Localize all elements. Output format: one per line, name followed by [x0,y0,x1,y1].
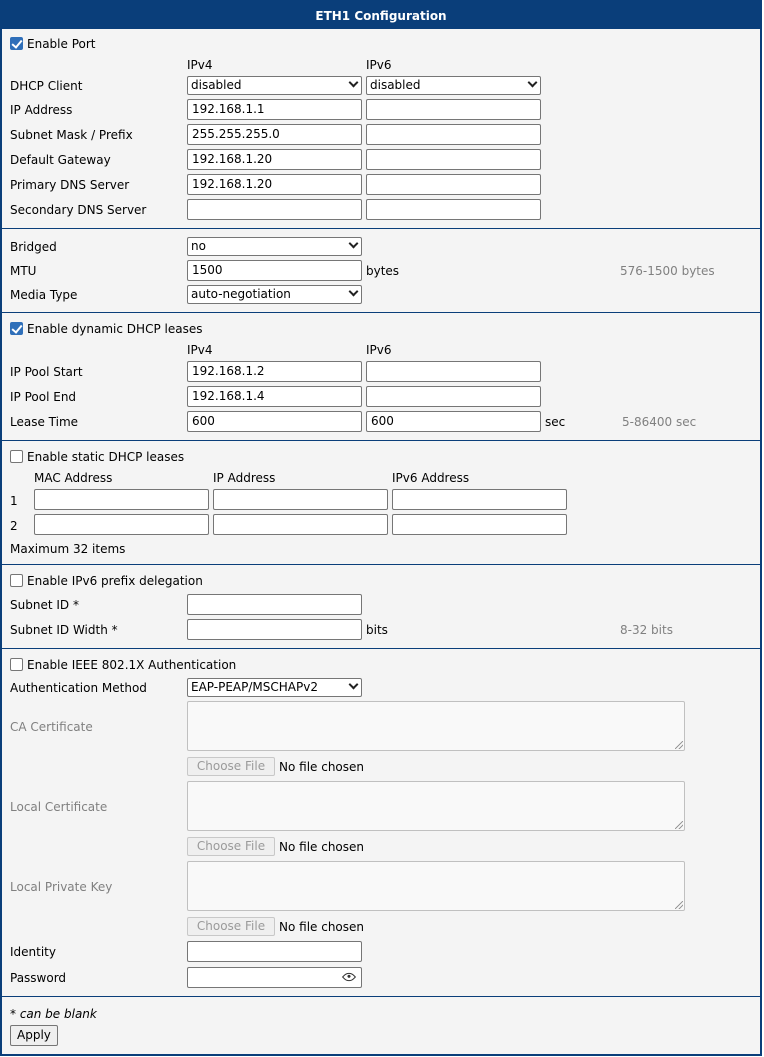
divider [2,996,760,997]
ca-certificate-label: CA Certificate [10,720,93,734]
password-label: Password [10,971,67,985]
resize-grip-icon[interactable] [675,821,683,829]
static-row-ipv6-input[interactable] [392,514,567,535]
static-row-ip-input[interactable] [213,514,388,535]
local-certificate-textarea[interactable] [187,781,685,831]
pool-end-ipv4-input[interactable]: 192.168.1.4 [187,386,362,407]
divider [2,440,760,441]
static-row-number: 2 [10,519,18,533]
pool-end-ipv6-input[interactable] [366,386,541,407]
static-row-mac-input[interactable] [34,514,209,535]
subnet-ipv4-input[interactable]: 255.255.255.0 [187,124,362,145]
primary-dns-ipv6-input[interactable] [366,174,541,195]
lease-time-ipv6-input[interactable]: 600 [366,411,541,432]
auth-method-label: Authentication Method [10,681,147,695]
ca-certificate-textarea[interactable] [187,701,685,751]
max-items-note: Maximum 32 items [10,542,126,556]
password-input[interactable] [187,967,362,988]
enable-static-dhcp-label: Enable static DHCP leases [27,450,185,464]
subnet-label: Subnet Mask / Prefix [10,128,133,142]
ipv6-address-column-header: IPv6 Address [392,471,470,485]
enable-prefix-delegation-label: Enable IPv6 prefix delegation [27,574,203,588]
static-row-ip-input[interactable] [213,489,388,510]
divider [2,564,760,565]
gateway-ipv4-input[interactable]: 192.168.1.20 [187,149,362,170]
local-private-key-label: Local Private Key [10,880,113,894]
enable-port-checkbox[interactable] [10,37,23,50]
mtu-input[interactable]: 1500 [187,260,362,281]
ip-address-ipv4-input[interactable]: 192.168.1.1 [187,99,362,120]
bridged-select[interactable]: no [187,237,362,256]
static-row-mac-input[interactable] [34,489,209,510]
enable-dynamic-dhcp-label: Enable dynamic DHCP leases [27,322,203,336]
lease-time-ipv4-input[interactable]: 600 [187,411,362,432]
enable-8021x-checkbox[interactable] [10,658,23,671]
local-certificate-label: Local Certificate [10,800,108,814]
dhcp-client-label: DHCP Client [10,79,83,93]
subnet-id-label: Subnet ID * [10,598,79,612]
pool-end-label: IP Pool End [10,390,77,404]
local-private-key-choose-file-button[interactable]: Choose File [187,917,275,936]
media-type-select[interactable]: auto-negotiation [187,285,362,304]
subnet-id-width-hint: 8-32 bits [620,623,673,637]
primary-dns-ipv4-input[interactable]: 192.168.1.20 [187,174,362,195]
secondary-dns-ipv4-input[interactable] [187,199,362,220]
chevron-down-icon [349,239,359,249]
eye-icon[interactable] [342,970,356,984]
pool-start-ipv4-input[interactable]: 192.168.1.2 [187,361,362,382]
apply-button[interactable]: Apply [10,1025,58,1046]
enable-prefix-delegation-checkbox[interactable] [10,574,23,587]
auth-method-select[interactable]: EAP-PEAP/MSCHAPv2 [187,678,362,697]
subnet-id-width-unit: bits [366,623,388,637]
local-certificate-choose-file-button[interactable]: Choose File [187,837,275,856]
static-row-number: 1 [10,494,18,508]
dhcp-client-ipv4-select[interactable]: disabled [187,76,362,95]
mtu-hint: 576-1500 bytes [620,264,715,278]
divider [2,648,760,649]
bridged-label: Bridged [10,240,57,254]
mtu-unit: bytes [366,264,400,278]
gateway-label: Default Gateway [10,153,111,167]
pool-start-label: IP Pool Start [10,365,83,379]
dhcp-client-ipv6-select[interactable]: disabled [366,76,541,95]
chevron-down-icon [528,78,538,88]
enable-8021x-label: Enable IEEE 802.1X Authentication [27,658,237,672]
enable-dynamic-dhcp-checkbox[interactable] [10,322,23,335]
ipv6-column-header: IPv6 [366,58,392,72]
ca-certificate-choose-file-button[interactable]: Choose File [187,757,275,776]
lease-time-hint: 5-86400 sec [622,415,697,429]
gateway-ipv6-input[interactable] [366,149,541,170]
pool-start-ipv6-input[interactable] [366,361,541,382]
static-row-ipv6-input[interactable] [392,489,567,510]
ipv4-column-header: IPv4 [187,343,213,357]
identity-label: Identity [10,945,56,959]
lease-time-unit: sec [545,415,566,429]
resize-grip-icon[interactable] [675,741,683,749]
identity-input[interactable] [187,941,362,962]
lease-time-label: Lease Time [10,415,79,429]
subnet-ipv6-input[interactable] [366,124,541,145]
enable-static-dhcp-checkbox[interactable] [10,450,23,463]
chevron-down-icon [349,78,359,88]
subnet-id-width-input[interactable] [187,619,362,640]
ipv6-column-header: IPv6 [366,343,392,357]
subnet-id-width-label: Subnet ID Width * [10,623,118,637]
primary-dns-label: Primary DNS Server [10,178,130,192]
divider [2,312,760,313]
secondary-dns-ipv6-input[interactable] [366,199,541,220]
mtu-label: MTU [10,264,37,278]
local-certificate-file-status: No file chosen [279,840,365,854]
subnet-id-input[interactable] [187,594,362,615]
media-type-label: Media Type [10,288,78,302]
ipv4-column-header: IPv4 [187,58,213,72]
secondary-dns-label: Secondary DNS Server [10,203,147,217]
ip-address-column-header: IP Address [213,471,276,485]
ip-address-ipv6-input[interactable] [366,99,541,120]
chevron-down-icon [349,287,359,297]
mac-address-column-header: MAC Address [34,471,113,485]
enable-port-label: Enable Port [27,37,96,51]
divider [2,228,760,229]
blank-note: * can be blank [10,1007,97,1021]
ip-address-label: IP Address [10,103,73,117]
panel-title: ETH1 Configuration [2,2,760,29]
local-private-key-file-status: No file chosen [279,920,365,934]
chevron-down-icon [349,680,359,690]
ca-certificate-file-status: No file chosen [279,760,365,774]
resize-grip-icon[interactable] [675,901,683,909]
local-private-key-textarea[interactable] [187,861,685,911]
